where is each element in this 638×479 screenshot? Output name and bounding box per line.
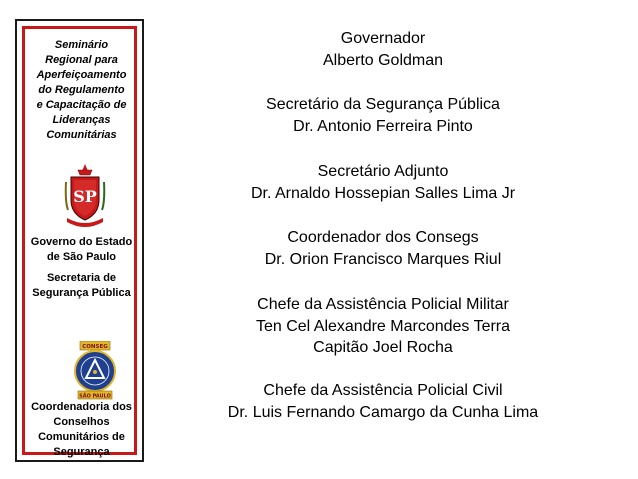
sp-emblem-text: SP	[73, 187, 97, 206]
civil-police-block	[195, 380, 571, 423]
security-secretary-block	[195, 94, 571, 137]
conseg-emblem-icon	[72, 341, 118, 406]
role-title: Secretário da Segurança Pública	[266, 96, 500, 113]
consegs-line: Segurança	[53, 446, 110, 458]
government-line: de São Paulo	[46, 251, 117, 263]
seminar-line: Aperfeiçoamento	[36, 69, 127, 81]
consegs-line: Coordenadoria dos	[31, 401, 132, 413]
secretariat-line: Secretaria de	[46, 272, 117, 284]
consegs-coordinator-block	[195, 227, 571, 270]
role-title: Chefe da Assistência Policial Militar	[257, 296, 509, 313]
deputy-secretary-block	[195, 161, 571, 204]
seminar-line: Lideranças	[52, 114, 111, 126]
seminar-line: Regional para	[45, 54, 118, 66]
consegs-coordination-label	[17, 400, 146, 460]
person-name: Dr. Orion Francisco Marques Riul	[264, 250, 502, 268]
government-line: Governo do Estado	[30, 236, 133, 248]
seminar-line: Seminário	[54, 39, 109, 51]
conseg-badge-top: CONSEG	[82, 344, 108, 350]
person-name: Dr. Arnaldo Hossepian Salles Lima Jr	[250, 184, 516, 202]
person-name: Capitão Joel Rocha	[313, 339, 453, 356]
consegs-line: Conselhos	[53, 416, 110, 428]
conseg-badge-bottom: SÃO PAULO	[79, 393, 111, 400]
military-police-block	[195, 294, 571, 359]
seminar-title	[17, 38, 146, 143]
role-title: Chefe da Assistência Policial Civil	[263, 382, 503, 399]
person-name: Dr. Antonio Ferreira Pinto	[293, 117, 473, 135]
government-label	[17, 235, 146, 265]
person-name: Alberto Goldman	[322, 51, 444, 69]
role-title: Coordenador dos Consegs	[287, 229, 479, 246]
secretariat-line: Segurança Pública	[32, 287, 131, 299]
person-name: Dr. Luis Fernando Camargo da Cunha Lima	[227, 403, 539, 421]
person-name: Ten Cel Alexandre Marcondes Terra	[255, 317, 511, 335]
sao-paulo-coat-of-arms-icon	[64, 162, 106, 239]
sidebar-panel	[15, 19, 144, 462]
role-title: Secretário Adjunto	[317, 163, 449, 180]
secretariat-label	[17, 271, 146, 301]
seminar-line: e Capacitação de	[36, 99, 127, 111]
role-title: Governador	[340, 30, 426, 47]
seminar-line: Comunitárias	[46, 129, 117, 141]
governor-block	[195, 28, 571, 71]
consegs-line: Comunitários de	[38, 431, 125, 443]
seminar-line: do Regulamento	[38, 84, 125, 96]
